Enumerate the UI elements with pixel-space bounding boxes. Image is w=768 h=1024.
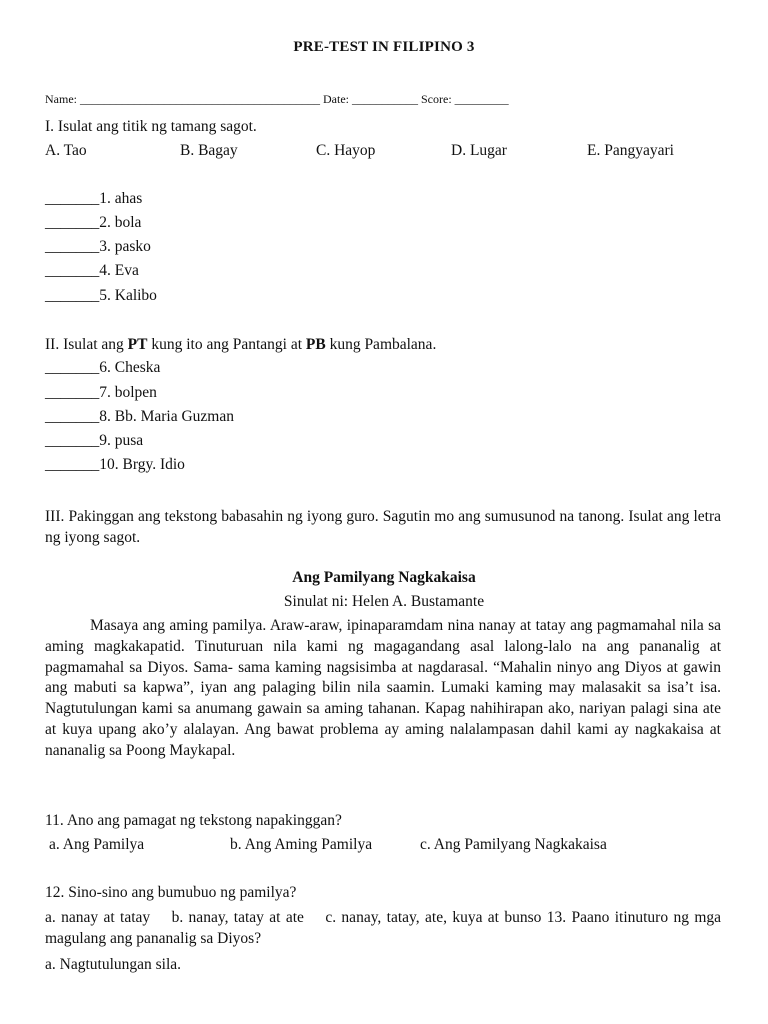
choice-d: D. Lugar — [451, 142, 507, 159]
item-text: 1. ahas — [99, 190, 143, 207]
answer-blank[interactable]: _______ — [45, 456, 100, 473]
q13-option-a: a. Nagtutulungan sila. — [45, 956, 182, 973]
list-item — [45, 384, 157, 402]
part2-instruction — [45, 336, 436, 354]
item-text: 4. Eva — [99, 262, 139, 279]
name-label: Name: — [45, 92, 77, 106]
name-blank[interactable]: ________________________________________ — [80, 92, 320, 106]
pb-code: PB — [305, 336, 326, 353]
instruction-text: II. Isulat ang — [45, 336, 128, 353]
instruction-text: kung ito ang Pantangi at — [147, 336, 306, 353]
story-author: Sinulat ni: Helen A. Bustamante — [283, 593, 485, 610]
list-item — [45, 214, 141, 232]
story-paragraph: Masaya ang aming pamilya. Araw-araw, ipinaparamdam nina nanay at tatay ang pagmamahal nila sa aming magkakapatid. Tinuturuan nila kami ng magagandang asal lalong-lalo na ang pananalig at pagmamahal sa Diyos. Sama- sama kaming nagsisimba at nagdarasal. “Mahalin ninyo ang Diyos at gawin ang mabuti sa kapwa”, iyan ang palaging bilin nila saamin. Lumaki kaming may malasakit sa isa’t isa. Nagtutulungan kami sa anumang gawain sa aming tahanan. Kapag nahihirapan ako, nariyan palagi sina ate at kuya upang ako’y alalayan. Ang bawat problema ay aming nalalampasan dahil kami ay nagkakaisa at nananalig sa Poong Maykapal. — [45, 617, 721, 759]
question-12: 12. Sino-sino ang bumubuo ng pamilya? — [45, 884, 297, 901]
answer-blank[interactable]: _______ — [45, 287, 100, 304]
pt-code: PT — [127, 336, 148, 353]
choice-c: C. Hayop — [316, 142, 376, 159]
item-text: 6. Cheska — [99, 359, 161, 376]
answer-blank[interactable]: _______ — [45, 190, 100, 207]
answer-blank[interactable]: _______ — [45, 432, 100, 449]
item-text: 7. bolpen — [99, 384, 157, 401]
choice-e: E. Pangyayari — [587, 142, 674, 159]
page-title: PRE-TEST IN FILIPINO 3 — [293, 39, 475, 55]
q11-option-b: b. Ang Aming Pamilya — [230, 836, 373, 853]
list-item — [45, 238, 151, 256]
date-blank[interactable]: ___________ — [352, 92, 418, 106]
list-item — [45, 408, 234, 426]
part1-instruction: I. Isulat ang titik ng tamang sagot. — [45, 118, 257, 135]
list-item — [45, 287, 157, 305]
list-item — [45, 456, 185, 474]
item-text: 10. Brgy. Idio — [99, 456, 185, 473]
list-item — [45, 359, 160, 377]
q12-options-and-q13: a. nanay at tatay b. nanay, tatay at ate c. nanay, tatay, ate, kuya at bunso 13. Paano itinuturo ng mga magulang ang pananalig sa Diyos? — [45, 909, 725, 947]
question-11: 11. Ano ang pamagat ng tekstong napakinggan? — [45, 812, 342, 829]
item-text: 8. Bb. Maria Guzman — [99, 408, 234, 425]
answer-blank[interactable]: _______ — [45, 408, 100, 425]
item-text: 9. pusa — [99, 432, 144, 449]
choice-b: B. Bagay — [180, 142, 238, 159]
instruction-text: kung Pambalana. — [325, 336, 437, 353]
answer-blank[interactable]: _______ — [45, 359, 100, 376]
list-item — [45, 432, 143, 450]
date-label: Date: — [323, 92, 349, 106]
q11-option-c: c. Ang Pamilyang Nagkakaisa — [420, 836, 607, 853]
choice-a: A. Tao — [45, 142, 87, 159]
answer-blank[interactable]: _______ — [45, 214, 100, 231]
part3-instruction: III. Pakinggan ang tekstong babasahin ng iyong guro. Sagutin mo ang sumusunod na tanong. Isulat ang letra ng iyong sagot. — [45, 508, 721, 546]
score-label: Score: — [421, 92, 452, 106]
item-text: 5. Kalibo — [99, 287, 157, 304]
q11-option-a: a. Ang Pamilya — [49, 836, 145, 853]
list-item — [45, 190, 142, 208]
item-text: 2. bola — [99, 214, 142, 231]
score-blank[interactable]: _________ — [454, 92, 509, 106]
answer-blank[interactable]: _______ — [45, 384, 100, 401]
name-date-score-line — [45, 92, 745, 107]
story-title: Ang Pamilyang Nagkakaisa — [292, 569, 476, 586]
answer-blank[interactable]: _______ — [45, 262, 100, 279]
list-item — [45, 262, 139, 280]
answer-blank[interactable]: _______ — [45, 238, 100, 255]
item-text: 3. pasko — [99, 238, 151, 255]
